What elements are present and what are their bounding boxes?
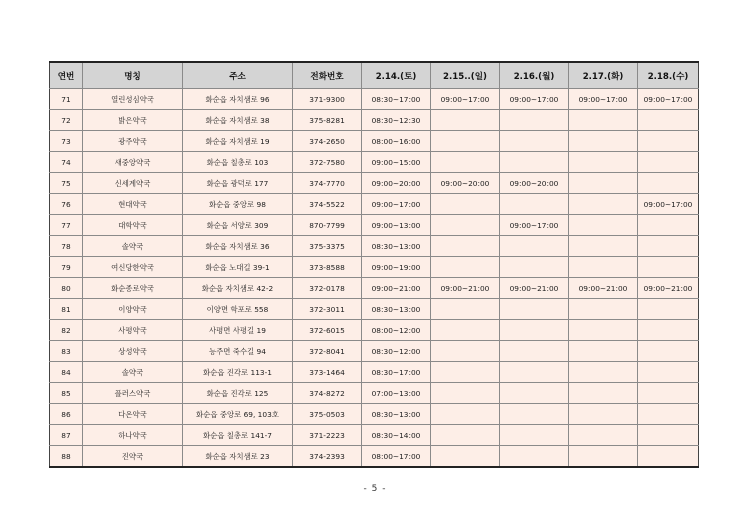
cell-number: 83 [50,341,83,362]
header-number: 연번 [50,62,83,89]
cell-hours-0215: 09:00~17:00 [431,89,500,110]
cell-hours-0218 [638,341,699,362]
table-row [50,320,699,341]
cell-phone: 373-8588 [293,257,362,278]
header-date-0216: 2.16.(월) [500,62,569,89]
cell-address: 화순읍 자치샘로 96 [183,89,293,110]
cell-name: 이양약국 [83,299,183,320]
cell-phone: 372-8041 [293,341,362,362]
cell-hours-0214: 08:00~12:00 [362,320,431,341]
header-date-0215: 2.15..(일) [431,62,500,89]
cell-hours-0218 [638,383,699,404]
cell-number: 78 [50,236,83,257]
cell-number: 86 [50,404,83,425]
cell-hours-0216 [500,194,569,215]
cell-hours-0214: 08:30~12:00 [362,341,431,362]
cell-address: 화순읍 자치샘로 19 [183,131,293,152]
cell-phone: 374-2393 [293,446,362,468]
cell-hours-0214: 09:00~20:00 [362,173,431,194]
cell-address: 화순읍 자치샘로 36 [183,236,293,257]
cell-hours-0217 [569,404,638,425]
cell-number: 73 [50,131,83,152]
cell-hours-0217 [569,299,638,320]
cell-hours-0216 [500,446,569,468]
cell-hours-0214: 08:30~12:30 [362,110,431,131]
cell-hours-0215 [431,383,500,404]
cell-hours-0217 [569,110,638,131]
cell-address: 화순읍 자치샘로 23 [183,446,293,468]
cell-hours-0215: 09:00~21:00 [431,278,500,299]
cell-hours-0217: 09:00~17:00 [569,89,638,110]
cell-hours-0216 [500,341,569,362]
cell-phone: 375-0503 [293,404,362,425]
cell-hours-0217 [569,257,638,278]
cell-phone: 372-3011 [293,299,362,320]
table-row [50,152,699,173]
cell-hours-0216 [500,257,569,278]
cell-address: 화순읍 자치샘로 38 [183,110,293,131]
cell-phone: 373-1464 [293,362,362,383]
cell-phone: 372-7580 [293,152,362,173]
cell-hours-0215 [431,110,500,131]
cell-number: 77 [50,215,83,236]
cell-hours-0214: 09:00~19:00 [362,257,431,278]
cell-hours-0215 [431,215,500,236]
cell-number: 72 [50,110,83,131]
table-row [50,383,699,404]
cell-address: 화순읍 중앙로 98 [183,194,293,215]
cell-number: 85 [50,383,83,404]
cell-hours-0215 [431,320,500,341]
cell-hours-0215 [431,425,500,446]
cell-hours-0218 [638,110,699,131]
cell-number: 82 [50,320,83,341]
cell-name: 화순종로약국 [83,278,183,299]
cell-hours-0214: 09:00~13:00 [362,215,431,236]
cell-hours-0217 [569,425,638,446]
cell-hours-0215 [431,257,500,278]
table-row [50,425,699,446]
cell-name: 솔약국 [83,236,183,257]
cell-phone: 374-5522 [293,194,362,215]
header-date-0214: 2.14.(토) [362,62,431,89]
cell-address: 화순읍 노대길 39-1 [183,257,293,278]
cell-hours-0216 [500,383,569,404]
cell-hours-0217 [569,320,638,341]
header-phone: 전화번호 [293,62,362,89]
cell-hours-0216: 09:00~20:00 [500,173,569,194]
cell-hours-0215 [431,362,500,383]
cell-hours-0214: 07:00~13:00 [362,383,431,404]
cell-hours-0216 [500,236,569,257]
header-name: 명칭 [83,62,183,89]
cell-phone: 375-8281 [293,110,362,131]
cell-hours-0216 [500,110,569,131]
cell-name: 진약국 [83,446,183,468]
table-row [50,89,699,110]
table-row [50,341,699,362]
cell-hours-0218 [638,236,699,257]
table-row [50,236,699,257]
table-row [50,257,699,278]
cell-name: 상성약국 [83,341,183,362]
cell-hours-0218 [638,404,699,425]
cell-hours-0214: 08:00~17:00 [362,446,431,468]
cell-hours-0216: 09:00~17:00 [500,89,569,110]
cell-hours-0214: 08:30~14:00 [362,425,431,446]
cell-hours-0217 [569,341,638,362]
cell-hours-0215 [431,446,500,468]
cell-name: 사평약국 [83,320,183,341]
cell-phone: 374-7770 [293,173,362,194]
cell-hours-0217 [569,446,638,468]
header-date-0218: 2.18.(수) [638,62,699,89]
cell-number: 76 [50,194,83,215]
cell-name: 새중앙약국 [83,152,183,173]
cell-hours-0214: 08:00~16:00 [362,131,431,152]
cell-phone: 371-9300 [293,89,362,110]
cell-hours-0214: 08:30~17:00 [362,362,431,383]
cell-phone: 375-3375 [293,236,362,257]
cell-address: 화순읍 자치샘로 42-2 [183,278,293,299]
cell-hours-0218 [638,215,699,236]
cell-hours-0216 [500,404,569,425]
cell-name: 현대약국 [83,194,183,215]
cell-name: 신세계약국 [83,173,183,194]
cell-hours-0218 [638,173,699,194]
cell-hours-0216 [500,152,569,173]
cell-name: 다온약국 [83,404,183,425]
cell-name: 열린성심약국 [83,89,183,110]
cell-hours-0214: 08:30~13:00 [362,236,431,257]
cell-hours-0217 [569,383,638,404]
cell-hours-0215 [431,236,500,257]
table-row [50,194,699,215]
cell-hours-0218: 09:00~17:00 [638,89,699,110]
cell-number: 74 [50,152,83,173]
cell-hours-0214: 09:00~21:00 [362,278,431,299]
cell-hours-0217: 09:00~21:00 [569,278,638,299]
cell-hours-0218 [638,152,699,173]
cell-address: 화순읍 광덕로 177 [183,173,293,194]
table-row [50,278,699,299]
cell-hours-0214: 09:00~15:00 [362,152,431,173]
cell-number: 79 [50,257,83,278]
cell-hours-0214: 08:30~13:00 [362,404,431,425]
cell-number: 75 [50,173,83,194]
cell-number: 81 [50,299,83,320]
header-date-0217: 2.17.(화) [569,62,638,89]
cell-hours-0216 [500,425,569,446]
cell-hours-0216: 09:00~17:00 [500,215,569,236]
cell-address: 화순읍 진각로 113-1 [183,362,293,383]
table-row [50,215,699,236]
cell-hours-0214: 09:00~17:00 [362,194,431,215]
table-row [50,362,699,383]
cell-hours-0218: 09:00~17:00 [638,194,699,215]
cell-name: 광주약국 [83,131,183,152]
cell-hours-0217 [569,362,638,383]
cell-hours-0214: 08:30~13:00 [362,299,431,320]
cell-name: 여신당한약국 [83,257,183,278]
cell-number: 87 [50,425,83,446]
cell-name: 대학약국 [83,215,183,236]
cell-hours-0218: 09:00~21:00 [638,278,699,299]
table-row [50,173,699,194]
cell-hours-0215: 09:00~20:00 [431,173,500,194]
cell-hours-0218 [638,446,699,468]
cell-address: 화순읍 칠총로 141-7 [183,425,293,446]
cell-hours-0217 [569,173,638,194]
header-address: 주소 [183,62,293,89]
cell-name: 하나약국 [83,425,183,446]
table-row [50,110,699,131]
cell-address: 사평면 사평길 19 [183,320,293,341]
cell-phone: 371-2223 [293,425,362,446]
cell-hours-0215 [431,341,500,362]
cell-number: 88 [50,446,83,468]
table-row [50,404,699,425]
cell-hours-0216 [500,362,569,383]
cell-hours-0217 [569,152,638,173]
cell-hours-0217 [569,236,638,257]
cell-phone: 870-7799 [293,215,362,236]
page-number: - 5 - [363,484,387,494]
cell-phone: 372-6015 [293,320,362,341]
cell-hours-0218 [638,425,699,446]
cell-address: 능주면 죽수길 94 [183,341,293,362]
cell-phone: 372-0178 [293,278,362,299]
cell-number: 71 [50,89,83,110]
cell-hours-0216 [500,299,569,320]
cell-address: 화순읍 칠총로 103 [183,152,293,173]
cell-hours-0217 [569,215,638,236]
cell-hours-0217 [569,131,638,152]
table-row [50,131,699,152]
cell-hours-0216: 09:00~21:00 [500,278,569,299]
cell-hours-0214: 08:30~17:00 [362,89,431,110]
cell-name: 플러스약국 [83,383,183,404]
cell-hours-0216 [500,320,569,341]
cell-hours-0215 [431,404,500,425]
cell-number: 80 [50,278,83,299]
cell-phone: 374-2650 [293,131,362,152]
pharmacy-schedule-table [49,61,699,468]
cell-hours-0218 [638,362,699,383]
cell-address: 화순읍 중앙로 69, 103호 [183,404,293,425]
cell-hours-0216 [500,131,569,152]
table-header-row [50,62,699,89]
cell-hours-0217 [569,194,638,215]
cell-address: 화순읍 진각로 125 [183,383,293,404]
cell-name: 솔약국 [83,362,183,383]
cell-number: 84 [50,362,83,383]
cell-hours-0218 [638,131,699,152]
table-body [50,89,699,468]
table-row [50,446,699,468]
cell-phone: 374-8272 [293,383,362,404]
cell-hours-0218 [638,299,699,320]
cell-address: 화순읍 서양로 309 [183,215,293,236]
cell-hours-0218 [638,257,699,278]
cell-hours-0218 [638,320,699,341]
table-row [50,299,699,320]
cell-address: 이양면 학포로 558 [183,299,293,320]
cell-hours-0215 [431,194,500,215]
cell-hours-0215 [431,299,500,320]
cell-hours-0215 [431,152,500,173]
cell-hours-0215 [431,131,500,152]
cell-name: 밝은약국 [83,110,183,131]
